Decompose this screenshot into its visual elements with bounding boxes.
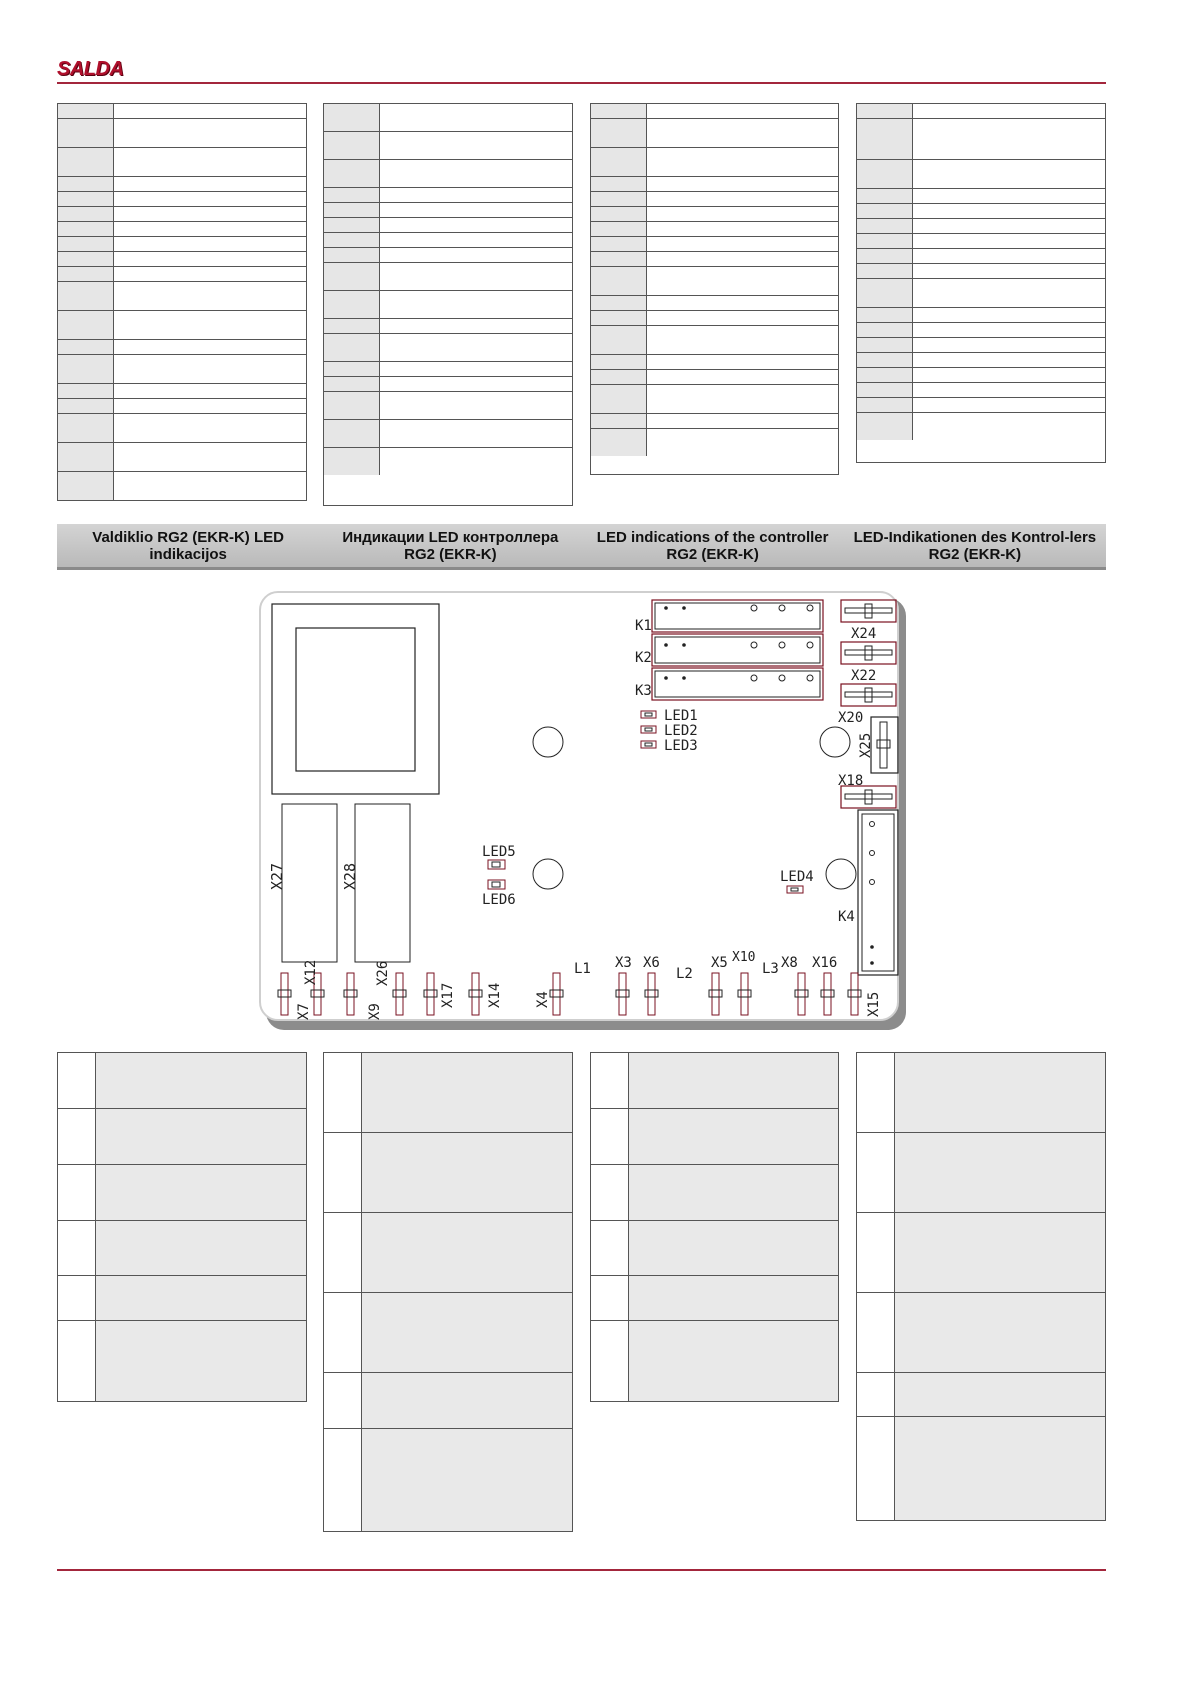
x16-label: X16 — [812, 955, 838, 971]
x3-label: X3 — [615, 955, 632, 971]
x18-label: X18 — [838, 773, 864, 789]
x27-label: X27 — [268, 862, 286, 890]
led-table-2 — [323, 1052, 573, 1532]
led6-label: LED6 — [482, 892, 516, 908]
x7-label: X7 — [296, 1003, 312, 1020]
k4-label: K4 — [838, 909, 855, 925]
relay-k2 — [652, 634, 823, 666]
salda-logo: SALDA — [57, 58, 124, 80]
l2-label: L2 — [676, 966, 693, 982]
x15-label: X15 — [866, 991, 882, 1017]
x6-label: X6 — [643, 955, 660, 971]
heading-lt: Valdiklio RG2 (EKR-K) LED indikacijos — [92, 528, 284, 563]
heading-en: LED indications of the controller RG2 (EKR-K) — [596, 528, 829, 563]
x24-label: X24 — [851, 626, 877, 642]
led3-label: LED3 — [664, 738, 698, 754]
top-table-1 — [57, 103, 307, 501]
x14-label: X14 — [487, 982, 503, 1008]
led4-label: LED4 — [780, 869, 814, 885]
heading-ru: Индикации LED контроллера RG2 (EKR-K) — [342, 528, 559, 563]
header-rule — [57, 82, 1106, 84]
relay-k1 — [652, 600, 823, 632]
led-table-4 — [856, 1052, 1106, 1521]
top-table-4 — [856, 103, 1106, 463]
l1-label: L1 — [574, 961, 591, 977]
x10-label: X10 — [732, 950, 756, 965]
k1-label: K1 — [635, 618, 652, 634]
led-indications-heading-band — [57, 524, 1106, 570]
x25-label: X25 — [858, 732, 874, 758]
x26-label: X26 — [375, 960, 391, 986]
led-table-3 — [590, 1052, 839, 1402]
x4-label: X4 — [535, 991, 551, 1008]
relay-k3 — [652, 668, 823, 700]
led1-label: LED1 — [664, 708, 698, 724]
x8-label: X8 — [781, 955, 798, 971]
controller-board-diagram — [258, 590, 912, 1037]
x17-label: X17 — [440, 982, 456, 1008]
x20-label: X20 — [838, 710, 864, 726]
x9-label: X9 — [367, 1003, 383, 1020]
top-table-2 — [323, 103, 573, 506]
top-table-3 — [590, 103, 839, 475]
led-table-1 — [57, 1052, 307, 1402]
led5-label: LED5 — [482, 844, 516, 860]
k2-label: K2 — [635, 650, 652, 666]
heading-de: LED-Indikationen des Kontrol-lers RG2 (EKR-K) — [853, 528, 1097, 563]
x5-label: X5 — [711, 955, 728, 971]
footer-rule — [57, 1569, 1106, 1571]
x22-label: X22 — [851, 668, 877, 684]
x12-label: X12 — [303, 959, 319, 985]
x28-label: X28 — [341, 862, 359, 890]
led2-label: LED2 — [664, 723, 698, 739]
l3-label: L3 — [762, 961, 779, 977]
k3-label: K3 — [635, 683, 652, 699]
